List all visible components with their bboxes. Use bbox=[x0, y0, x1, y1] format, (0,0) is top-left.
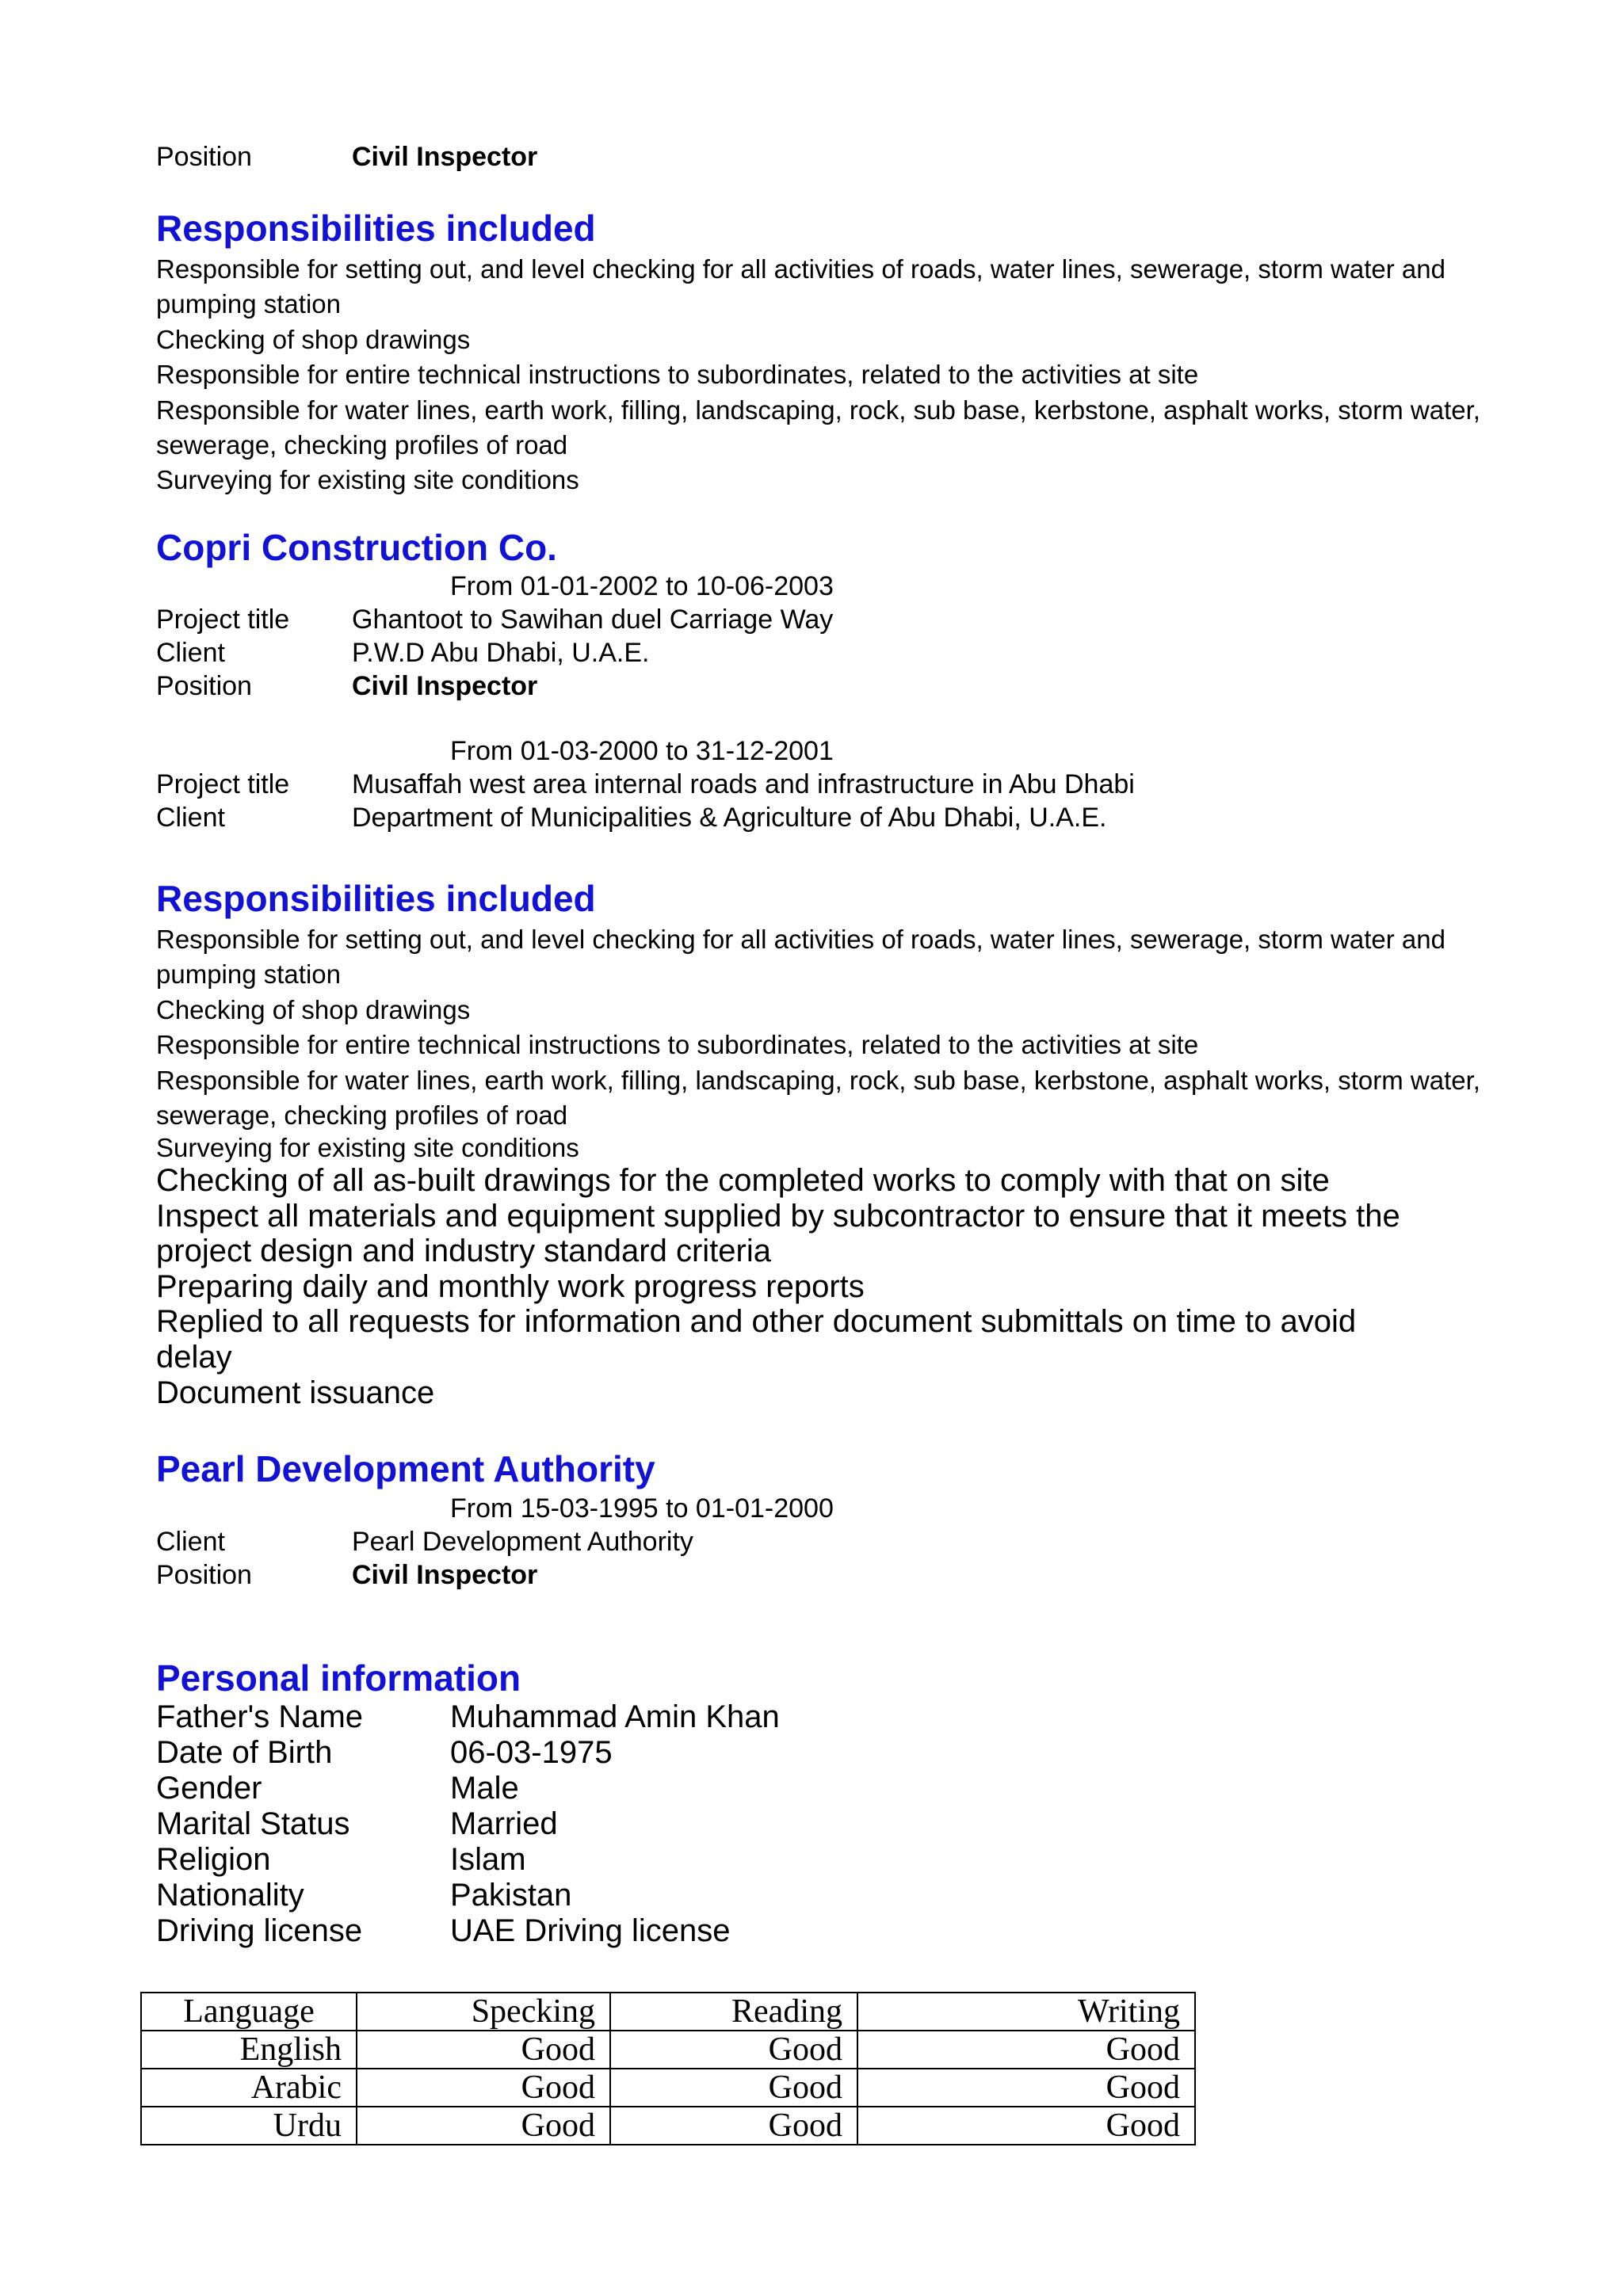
client-label: Client bbox=[156, 1527, 225, 1557]
table-cell: English bbox=[141, 2031, 357, 2069]
personal-value: Islam bbox=[450, 1842, 526, 1877]
project-period: From 01-01-2002 to 10-06-2003 bbox=[450, 571, 834, 601]
personal-value: Pakistan bbox=[450, 1878, 572, 1913]
section-heading-pearl: Pearl Development Authority bbox=[156, 1448, 655, 1489]
table-header-row bbox=[141, 1993, 1195, 2031]
list-item: Inspect all materials and equipment supplied by subcontractor to ensure that it meets the project design and industry standard criteria bbox=[156, 1198, 1400, 1269]
table-cell: Good bbox=[610, 2107, 857, 2145]
project-title-label: Project title bbox=[156, 769, 290, 799]
list-item: Preparing daily and monthly work progress reports bbox=[156, 1268, 865, 1304]
position-value: Civil Inspector bbox=[352, 142, 538, 172]
client-value: Department of Municipalities & Agriculture of Abu Dhabi, U.A.E. bbox=[352, 803, 1107, 833]
language-table bbox=[140, 1992, 1196, 2145]
table-cell: Good bbox=[857, 2107, 1195, 2145]
table-cell: Arabic bbox=[141, 2069, 357, 2107]
table-row bbox=[141, 2107, 1195, 2145]
personal-value: UAE Driving license bbox=[450, 1913, 731, 1948]
list-item: Checking of all as-built drawings for the completed works to comply with that on site bbox=[156, 1163, 1330, 1198]
table-header-cell: Specking bbox=[357, 1993, 610, 2031]
section-heading-responsibilities: Responsibilities included bbox=[156, 878, 596, 919]
list-item: Responsible for water lines, earth work, filling, landscaping, rock, sub base, kerbstone, asphalt works, storm water, sewerage, checking profiles of road bbox=[156, 1065, 1480, 1131]
personal-value: Married bbox=[450, 1806, 558, 1841]
table-cell: Good bbox=[610, 2031, 857, 2069]
list-item: Surveying for existing site conditions bbox=[156, 465, 579, 495]
personal-value: 06-03-1975 bbox=[450, 1735, 613, 1770]
table-row bbox=[141, 2069, 1195, 2107]
table-header-cell: Language bbox=[141, 1993, 357, 2031]
table-cell: Good bbox=[357, 2031, 610, 2069]
personal-value: Muhammad Amin Khan bbox=[450, 1699, 780, 1734]
project-title-value: Musaffah west area internal roads and infrastructure in Abu Dhabi bbox=[352, 769, 1135, 799]
personal-label: Marital Status bbox=[156, 1806, 350, 1841]
table-cell: Good bbox=[357, 2107, 610, 2145]
personal-label: Religion bbox=[156, 1842, 271, 1877]
project-title-label: Project title bbox=[156, 605, 290, 635]
personal-label: Father's Name bbox=[156, 1699, 364, 1734]
list-item: Checking of shop drawings bbox=[156, 994, 471, 1024]
table-cell: Good bbox=[857, 2031, 1195, 2069]
project-period: From 15-03-1995 to 01-01-2000 bbox=[450, 1493, 834, 1524]
table-header-cell: Reading bbox=[610, 1993, 857, 2031]
position-label: Position bbox=[156, 1560, 252, 1590]
position-value: Civil Inspector bbox=[352, 1560, 538, 1590]
list-item: Responsible for setting out, and level checking for all activities of roads, water lines, sewerage, storm water and pumping station bbox=[156, 254, 1445, 319]
client-label: Client bbox=[156, 638, 225, 668]
responsibilities-list-large bbox=[156, 1163, 1432, 1410]
project-title-value: Ghantoot to Sawihan duel Carriage Way bbox=[352, 605, 834, 635]
list-item: Checking of shop drawings bbox=[156, 324, 471, 354]
list-item: Responsible for entire technical instructions to subordinates, related to the activities at site bbox=[156, 1030, 1199, 1060]
table-cell: Good bbox=[857, 2069, 1195, 2107]
personal-value: Male bbox=[450, 1771, 519, 1806]
project-period: From 01-03-2000 to 31-12-2001 bbox=[450, 736, 834, 766]
section-heading-copri: Copri Construction Co. bbox=[156, 527, 557, 568]
position-label: Position bbox=[156, 142, 252, 172]
list-item: Responsible for water lines, earth work, filling, landscaping, rock, sub base, kerbstone, asphalt works, storm water, sewerage, checking profiles of road bbox=[156, 395, 1480, 460]
responsibilities-list bbox=[156, 922, 1487, 1163]
personal-label: Nationality bbox=[156, 1878, 304, 1913]
responsibilities-list bbox=[156, 252, 1487, 498]
personal-label: Gender bbox=[156, 1771, 262, 1806]
personal-label: Date of Birth bbox=[156, 1735, 333, 1770]
list-item: Surveying for existing site conditions bbox=[156, 1133, 579, 1163]
section-heading-personal: Personal information bbox=[156, 1657, 521, 1699]
list-item: Responsible for setting out, and level checking for all activities of roads, water lines, sewerage, storm water and pumping station bbox=[156, 925, 1445, 990]
table-header-cell: Writing bbox=[857, 1993, 1195, 2031]
section-heading-responsibilities: Responsibilities included bbox=[156, 208, 596, 249]
table-row bbox=[141, 2031, 1195, 2069]
table-cell: Good bbox=[357, 2069, 610, 2107]
personal-label: Driving license bbox=[156, 1913, 363, 1948]
client-label: Client bbox=[156, 803, 225, 833]
table-cell: Urdu bbox=[141, 2107, 357, 2145]
position-value: Civil Inspector bbox=[352, 671, 538, 701]
client-value: Pearl Development Authority bbox=[352, 1527, 693, 1557]
list-item: Document issuance bbox=[156, 1375, 435, 1410]
table-cell: Good bbox=[610, 2069, 857, 2107]
position-label: Position bbox=[156, 671, 252, 701]
list-item: Replied to all requests for information and other document submittals on time to avoid delay bbox=[156, 1304, 1357, 1375]
list-item: Responsible for entire technical instructions to subordinates, related to the activities at site bbox=[156, 360, 1199, 390]
client-value: P.W.D Abu Dhabi, U.A.E. bbox=[352, 638, 650, 668]
